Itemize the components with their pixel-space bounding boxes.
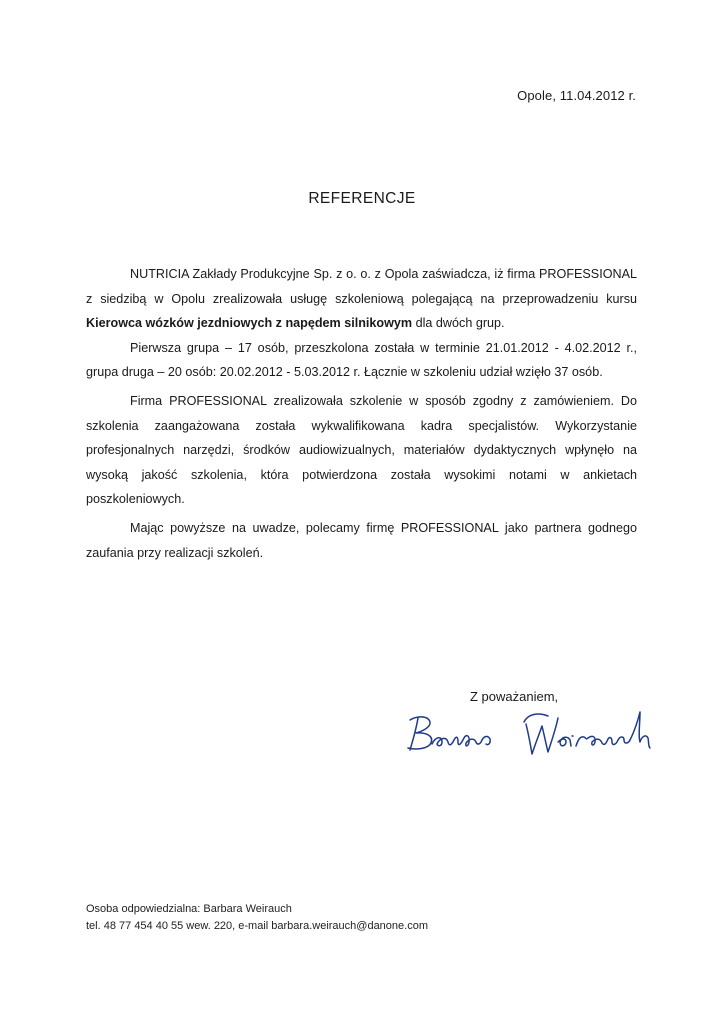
letter-body	[86, 262, 637, 569]
footer-contact	[86, 901, 428, 935]
paragraph-4: Mając powyższe na uwadze, polecamy firmę PROFESSIONAL jako partnera godnego zaufania przy realizacji szkoleń.	[86, 520, 637, 560]
handwritten-signature	[398, 702, 660, 772]
letter-title: REFERENCJE	[308, 190, 416, 207]
letter-date: Opole, 11.04.2012 r.	[517, 88, 636, 103]
closing-salutation: Z poważaniem,	[470, 689, 559, 704]
paragraph-2: Pierwsza grupa – 17 osób, przeszkolona została w terminie 21.01.2012 - 4.02.2012 r., grupa druga – 20 osób: 20.02.2012 - 5.03.2012 r. Łącznie w szkoleniu udział wzięło 37 osób.	[86, 340, 637, 380]
paragraph-3: Firma PROFESSIONAL zrealizowała szkolenie w sposób zgodny z zamówieniem. Do szkolenia zaangażowana została wykwalifikowana kadra specjalistów. Wykorzystanie profesjonalnych narzędzi, środków audiowizualnych, materiałów dydaktycznych wpłynęło na wysoką jakość szkolenia, która potwierdzona została wysokimi notami w ankietach poszkoleniowych.	[86, 393, 637, 507]
contact-person: Osoba odpowiedzialna: Barbara Weirauch	[86, 903, 292, 915]
paragraph-1-intro: NUTRICIA Zakłady Produkcyjne Sp. z o. o. z Opola zaświadcza, iż firma PROFESSIONAL z siedzibą w Opolu zrealizowała usługę szkoleniową polegającą na przeprowadzeniu kursu	[86, 267, 637, 306]
contact-details: tel. 48 77 454 40 55 wew. 220, e-mail barbara.weirauch@danone.com	[86, 920, 428, 932]
paragraph-1-end: dla dwóch grup.	[412, 316, 505, 331]
course-name: Kierowca wózków jezdniowych z napędem silnikowym	[86, 316, 413, 331]
signature-icon	[398, 702, 660, 772]
paragraph-1	[86, 262, 637, 336]
